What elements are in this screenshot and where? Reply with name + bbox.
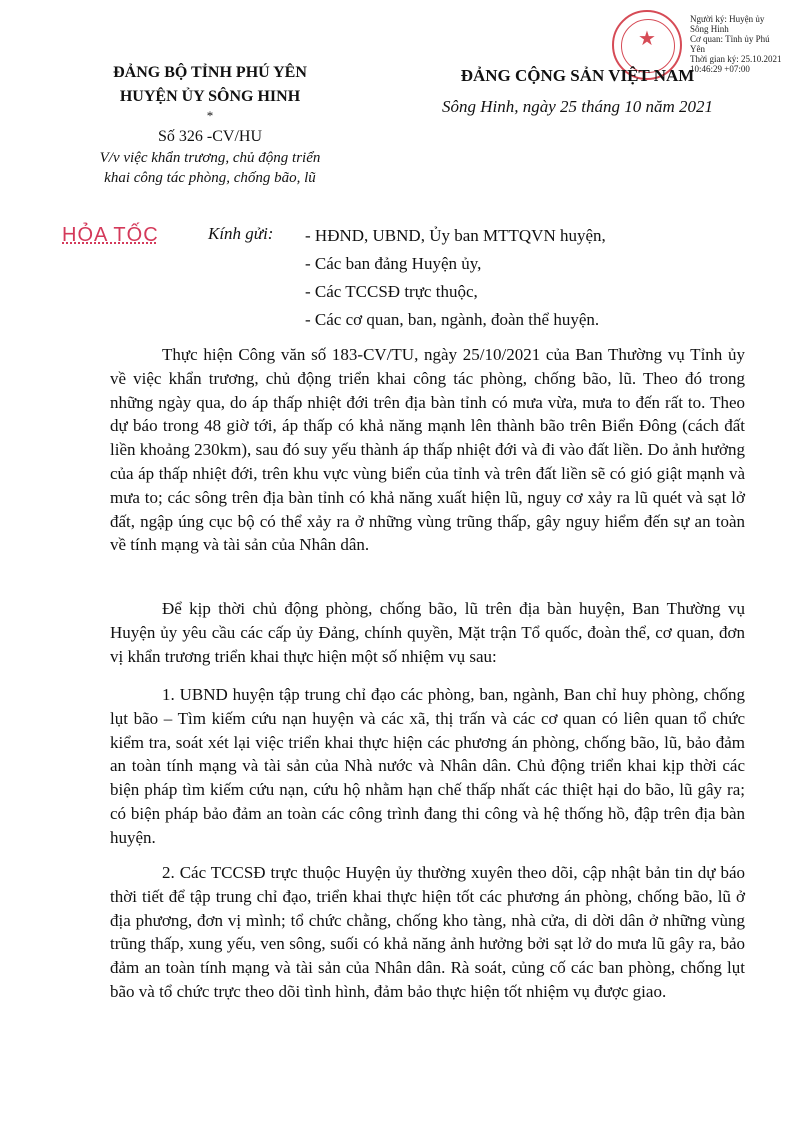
signature-line: Người ký: Huyện ủy [690, 14, 765, 24]
party-committee-name: ĐẢNG BỘ TỈNH PHÚ YÊN [113, 64, 307, 81]
subject-line-2: khai công tác phòng, chống bão, lũ [104, 170, 316, 186]
recipient-item: - Các ban đảng Huyện ủy, [305, 254, 482, 273]
signature-line: Thời gian ký: 25.10.2021 [690, 54, 782, 64]
document-number: Số 326 -CV/HU [157, 128, 262, 145]
paragraph-2: Để kịp thời chủ động phòng, chống bão, lũ trên địa bàn huyện, Ban Thường vụ Huyện ủy yêu cầu các cấp ủy Đảng, chính quyền, Mặt trận Tổ quốc, đoàn thể, cơ quan, đơn vị khẩn trương triển khai thực hiện một số nhiệm vụ sau: [110, 599, 745, 666]
recipient-item: - Các cơ quan, ban, ngành, đoàn thể huyện. [305, 310, 600, 329]
recipients-label: Kính gửi: [208, 224, 274, 243]
header-star: * [206, 108, 214, 123]
district-committee-name: HUYỆN ỦY SÔNG HINH [119, 88, 301, 105]
recipient-item: - Các TCCSĐ trực thuộc, [305, 282, 478, 301]
digital-signature-info [690, 14, 800, 74]
paragraph-task-1: 1. UBND huyện tập trung chỉ đạo các phòng, ban, ngành, Ban chỉ huy phòng, chống lụt bão – Tìm kiếm cứu nạn huyện và các xã, thị trấn và các cơ quan có liên quan tổ chức kiểm tra, soát xét lại việc triển khai thực hiện các phương án phòng, chống bão, lũ, bảo đảm an toàn tính mạng và tài sản của Nhà nước và Nhân dân. Chủ động triển khai kịp thời các biện pháp tìm kiếm cứu nạn, cứu hộ nhằm hạn chế thấp nhất các thiệt hại do bão, lũ gây ra; có biện pháp bảo đảm an toàn các công trình đang thi công và hệ thống hồ, đập trên địa bàn huyện. [110, 685, 745, 847]
signature-line: Sông Hinh [690, 24, 729, 34]
signature-line: Cơ quan: Tỉnh ủy Phú [690, 34, 770, 44]
signature-line: Yên [690, 44, 705, 54]
party-name: ĐẢNG CỘNG SẢN VIỆT NAM [460, 66, 695, 85]
paragraph-task-2: 2. Các TCCSĐ trực thuộc Huyện ủy thường xuyên theo dõi, cập nhật bản tin dự báo thời tiết để tập trung chỉ đạo, triển khai thực hiện tốt các phương án phòng, chống bão, lũ ở địa phương, đơn vị mình; tổ chức chằng, chống kho tàng, nhà cửa, di dời dân ở những vùng trũng thấp, xung yếu, ven sông, suối có khả năng ảnh hưởng bởi sạt lở do mưa lũ gây ra, bảo đảm an toàn tính mạng và tài sản của Nhân dân. Rà soát, củng cố các ban phòng, chống lụt bão và tổ chức trực theo dõi tình hình, đảm bảo thực hiện tốt nhiệm vụ được giao. [110, 863, 745, 1001]
signature-line: 10:46:29 +07:00 [690, 64, 750, 74]
paragraph-1: Thực hiện Công văn số 183-CV/TU, ngày 25/10/2021 của Ban Thường vụ Tỉnh ủy về việc khẩn trương, chủ động triển khai công tác phòng, chống bão, lũ. Theo đó trong những ngày qua, do áp thấp nhiệt đới trên địa bàn tỉnh có mưa vừa, mưa to đến rất to. Theo dự báo trong 48 giờ tới, áp thấp có khả năng mạnh lên thành bão trên Biển Đông (cách đất liền khoảng 230km), sau đó suy yếu thành áp thấp nhiệt đới và đi vào đất liền. Do ảnh hưởng của áp thấp nhiệt đới, trên khu vực vùng biển của tỉnh và trên đất liền sẽ có gió giật mạnh và mưa to; các sông trên địa bàn tỉnh có khả năng xuất hiện lũ, nguy cơ xảy ra lũ quét và sạt lở đất, ngập úng cục bộ có thể xảy ra ở những vùng trũng thấp, gây nguy hiểm đến sự an toàn về tính mạng và tài sản của Nhân dân. [110, 345, 745, 555]
subject-line-1: V/v việc khẩn trương, chủ động triển [99, 150, 321, 166]
urgent-mark: HỎA TỐC [62, 224, 159, 246]
seal-star-icon: ★ [638, 28, 656, 50]
recipient-item: - HĐND, UBND, Ủy ban MTTQVN huyện, [305, 226, 606, 245]
place-and-date: Sông Hinh, ngày 25 tháng 10 năm 2021 [441, 97, 714, 116]
recipients-list [305, 222, 745, 334]
